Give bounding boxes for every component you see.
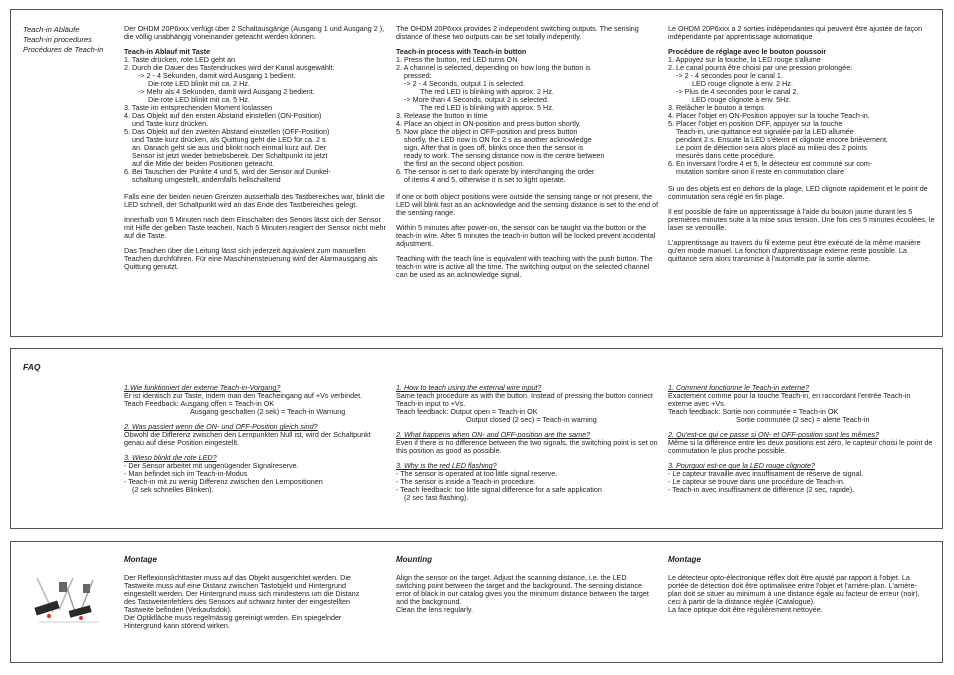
- mounting-en-column: [396, 556, 651, 614]
- faq-answer: - Teach-in mit zu wenig Differenz zwischen den Lernpositionen: [124, 477, 323, 486]
- step: shortly, the LED now is ON for 2 s as another acknowledge: [404, 135, 592, 144]
- mounting-text: Clean the lens regularly.: [396, 605, 473, 614]
- step: sign. After that is goes off, blinks once then the sensor is: [404, 143, 584, 152]
- step: 1. Press the button, red LED turns ON: [396, 55, 518, 64]
- steps-list: [668, 56, 936, 176]
- mounting-title: Montage: [124, 555, 157, 564]
- step: -> 2 - 4 secondes pour le canal 1.: [676, 71, 783, 80]
- step: und Taste kurz drücken.: [132, 119, 209, 128]
- mounting-de-column: [124, 556, 364, 630]
- paragraph: Il est possible de faire un apprentissage à l'aide du bouton jaune durant les 5 premières minutes suite à la mise sous tension. Une fois ces 5 minutes écoulées, le laser se verrouille.: [668, 207, 935, 232]
- steps-list: [396, 56, 661, 184]
- faq-item: [668, 431, 936, 455]
- step: 6. En inversant l'ordre 4 et 5, le détecteur est commuté sur com-: [668, 159, 873, 168]
- step: 4. Das Objekt auf den ersten Abstand einstellen (ON-Position): [124, 111, 322, 120]
- faq-answer: Sortie commutée (2 sec) = alerte Teach-in: [736, 415, 870, 424]
- faq-answer: Teach feedback: Output open = Teach-in OK: [396, 407, 538, 416]
- step: -> Mehr als 4 Sekunden, damit wird Ausgang 2 bedient.: [138, 87, 315, 96]
- side-label-fr: Procédures de Teach-in: [23, 45, 104, 54]
- step: -> More than 4 Seconds, output 2 is selected.: [404, 95, 549, 104]
- step: 1. Appuyez sur la touche, la LED rouge s'allume: [668, 55, 821, 64]
- faq-section: [10, 348, 943, 529]
- faq-answer: - The sensor is operated at too little signal reserve.: [396, 469, 558, 478]
- step: 6. The sensor is set to dark operate by interchanging the order: [396, 167, 595, 176]
- step: LED rouge clignote à env. 5Hz.: [692, 95, 791, 104]
- paragraph: Innerhalb von 5 Minuten nach dem Einschalten des Senors lässt sich der Sensor mit Hilfe der gelben Taste teachen. Nach 5 Minuten reagiert der Sensor nicht mehr auf die Taste.: [124, 215, 386, 240]
- faq-question: 3. Pourquoi est-ce que la LED rouge clignote?: [668, 461, 816, 470]
- step: mutation sombre sinon il reste en commutation claire: [676, 167, 845, 176]
- step: 1. Taste drücken, rote LED geht an: [124, 55, 235, 64]
- faq-answer: Obwohl die Differenz zwischen den Lernpunkten Null ist, wird der Schaltpunkt genau auf diese Position eingestellt.: [124, 430, 371, 447]
- faq-question: 2. Qu'est-ce qui ce passe si ON- et OFF-position sont les mêmes?: [668, 430, 880, 439]
- faq-question: 1.Wie funktioniert der externe Teach-in-Vorgang?: [124, 383, 281, 392]
- step: the first an the second object position.: [404, 159, 525, 168]
- mounting-text: Align the sensor on the target. Adjust the scanning distance, i.e. the LED switching point between the target and the background. The sensing distance error of black in our catalog gives you the minimum distance between the target and the background.: [396, 573, 649, 606]
- teach-in-en-column: [396, 25, 661, 286]
- faq-title: FAQ: [23, 362, 41, 372]
- step: 3. Release the button in time: [396, 111, 488, 120]
- intro-text: Der OHDM 20P6xxx verfügt über 2 Schaltausgänge (Ausgang 1 und Ausgang 2 ), die völlig unabhängig voneinander geteacht werden können.: [124, 24, 385, 41]
- step: -> 2 - 4 Sekunden, damit wird Ausgang 1 bedient.: [138, 71, 296, 80]
- paragraph: Within 5 minutes after power-on, the sensor can be taught via the button or the teach-in wire. After 5 minutes the teach-in button will be locked prevent accidental adjustment.: [396, 223, 656, 248]
- faq-de-column: [124, 384, 389, 494]
- faq-item: [124, 423, 389, 447]
- step: 3. Taste im entsprechenden Moment loslassen: [124, 103, 273, 112]
- paragraph: If one or both object positions were outside the sensing range or not present, the LED will blink fast as an acknowledge and the sensing distance is set to the end of the sensing range.: [396, 192, 659, 217]
- paragraph: L'apprentissage au travers du fil externe peut être exécuté de la même manière qu'en mode manuel. La fonction d'apprentissage externe reste possible. La quittance sera alors transmise à l'automate par la sortie alarme.: [668, 238, 921, 263]
- paragraph: Teaching with the teach line is equivalent with teaching with the push button. The teach-in wire is active all the time. The switching output on the selected channel can be used as an acknowledge signal.: [396, 254, 653, 279]
- faq-answer: Output closed (2 sec) = Teach-in warning: [466, 415, 597, 424]
- teach-in-fr-column: [668, 25, 936, 270]
- faq-item: [668, 462, 936, 494]
- step: 5. Placer l'objet en position OFF, appuyer sur la touche: [668, 119, 843, 128]
- mounting-title: Mounting: [396, 555, 432, 564]
- section-title: Procédure de réglage avec le bouton poussoir: [668, 47, 827, 56]
- step: 6. Bei Tauschen der Punkte 4 und 5, wird der Sensor auf Dunkel-: [124, 167, 331, 176]
- paragraph: Falls eine der beiden neuen Grenzen ausserhalb des Tastbereiches war, blinkt die LED schnell, der Schaltpunkt wird an das Ende des Tastbereiches gelegt.: [124, 192, 385, 209]
- faq-answer: Teach Feedback: Ausgang offen = Teach-in OK: [124, 399, 275, 408]
- mounting-text: Die Optikfläche muss regelmässig gereinigt werden. Ein spiegelnder Hintergrund kann störend wirken.: [124, 613, 342, 630]
- step: ready to work. The sensing distance now is the centre between: [404, 151, 605, 160]
- step: und Taste kurz drücken, als Quittung geht die LED für ca. 2 s: [132, 135, 326, 144]
- faq-answer: Er ist identisch zur Taste, indem man den Teacheingang auf +Vs verbindet.: [124, 391, 363, 400]
- faq-answer: Teach feedback: Sortie non commutée = Teach-in OK: [668, 407, 839, 416]
- faq-question: 1. Comment fonctionne le Teach-in externe?: [668, 383, 810, 392]
- mounting-text: Le détecteur opto-électronique réflex doit être ajusté par rapport à l'objet. La portée de détection doit être optimalisée entre l'objet et l'arrière-plan. L'arrière-plan doit se situer au minimum à une distance égale au facteur de erreur (noir), ceci à partir de la distance réglée (Catalogue).: [668, 573, 920, 606]
- faq-answer: - The sensor is inside a Teach-in procedure.: [396, 477, 536, 486]
- step: of items 4 and 5, otherwise it is set to light operate.: [404, 175, 566, 184]
- teach-in-de-column: [124, 25, 392, 278]
- mounting-text: Der Reflexionslichttaster muss auf das Objekt ausgerichtet werden. Die Tastweite muss auf eine Distanz zwischen Tastobjekt und Hintergrund eingestellt werden. Der Hintergrund muss sich mindestens um die Distanz des Tastweitenfehlers des Sensors auf schwarz hinter der eingestellten Tastweite befinden (Verkaufsdok).: [124, 573, 360, 614]
- side-labels: [23, 25, 103, 55]
- step: 3. Relâcher le bouton à temps: [668, 103, 764, 112]
- step: Sensor ist jetzt wieder betriebsbereit. Der Schaltpunkt ist jetzt: [132, 151, 328, 160]
- faq-answer: Ausgang geschalten (2 sek) = Teach-in Warnung: [190, 407, 346, 416]
- faq-answer: (2 sek schnelles Blinken).: [132, 485, 214, 494]
- faq-answer: Even if there is no difference between the two signals, the switching point is set on this position as good as possible.: [396, 438, 658, 455]
- paragraph: Si un des objets est en dehors de la plage, LED clignote rapidement et le point de commutation sera réglé en fin plage.: [668, 184, 928, 201]
- side-label-de: Teach-in Abläufe: [23, 25, 80, 34]
- faq-answer: (2 sec fast flashing).: [404, 493, 469, 502]
- step: schaltung umgestellt, andernfalls hellschaltend: [132, 175, 281, 184]
- faq-answer: - Der Sensor arbeitet mit ungenügender Signalreserve.: [124, 461, 299, 470]
- paragraph: Das Teachen über die Leitung lässt sich jederzeit äquivalent zum manuellen Teachen durchführen. Für eine Maschinensteuerung wird der Alarmausgang als Quittung genutzt.: [124, 246, 378, 271]
- step: an. Danach geht sie aus und blinkt noch einmal kurz auf. Der: [132, 143, 327, 152]
- step: 2. Le canal pourra être choisi par une pression prolongée:: [668, 63, 853, 72]
- step: Die rote LED blinkt mit ca. 2 Hz.: [148, 79, 250, 88]
- mounting-section: [10, 541, 943, 663]
- step: The red LED is blinking with approx. 5 Hz.: [420, 103, 554, 112]
- faq-answer: - Le capteur travaille avec insuffisament de réserve de signal.: [668, 469, 864, 478]
- intro-text: The OHDM 20P6xxx provides 2 independent switching outputs. The sensing distance of these two outputs can be set totally indepently.: [396, 24, 639, 41]
- section-title: Teach-in process with Teach-in button: [396, 47, 527, 56]
- step: mesurés dans cette procédure.: [676, 151, 776, 160]
- faq-answer: Exactement comme pour la touche Teach-in, en raccordant l'entrée Teach-in externe avec +Vs.: [668, 391, 911, 408]
- step: pendant 2 s. Ensuite la LED s'éteint et clignote encore brièvement.: [676, 135, 888, 144]
- faq-answer: - Man befindet sich im Teach-in-Modus: [124, 469, 248, 478]
- faq-answer: Même si la différence entre les deux positions est zéro, le capteur choisi le point de commutation le plus proche possible.: [668, 438, 933, 455]
- faq-item: [396, 384, 661, 424]
- faq-answer: - Teach feedback: too little signal difference for a safe application: [396, 485, 602, 494]
- teach-in-section: [10, 9, 943, 337]
- faq-en-column: [396, 384, 661, 502]
- step: 4. Placer l'objet en ON-Position appuyer sur la touche Teach-in.: [668, 111, 870, 120]
- step: 2. Durch die Dauer des Tastendruckes wird der Kanal ausgewählt:: [124, 63, 335, 72]
- faq-answer: - Le capteur se trouve dans une procédure de Teach-in.: [668, 477, 845, 486]
- step: 2. A channel is selected, depending on how long the button is: [396, 63, 591, 72]
- mounting-fr-column: [668, 556, 923, 614]
- faq-question: 1. How to teach using the external wire input?: [396, 383, 542, 392]
- step: -> Plus de 4 secondes pour le canal 2.: [676, 87, 799, 96]
- mounting-title: Montage: [668, 555, 701, 564]
- mounting-text: La face optique doit être régulièrement nettoyée.: [668, 605, 823, 614]
- faq-fr-column: [668, 384, 936, 494]
- step: 5. Das Objekt auf den zweiten Abstand einstellen (OFF-Position): [124, 127, 330, 136]
- step: Le point de détection sera alors placé au milieu des 2 points: [676, 143, 867, 152]
- faq-item: [668, 384, 936, 424]
- side-label-en: Teach-in procedures: [23, 35, 92, 44]
- section-title: Teach-in Ablauf mit Taste: [124, 47, 211, 56]
- faq-answer: - Teach-in avec insuffisament de différence (2 sec, rapide).: [668, 485, 855, 494]
- step: -> 2 - 4 Seconds, output 1 is selected.: [404, 79, 525, 88]
- step: Die rote LED blinkt mit ca. 5 Hz.: [148, 95, 250, 104]
- mounting-illustration-icon: [29, 572, 107, 628]
- step: The red LED is blinking with approx. 2 Hz.: [420, 87, 554, 96]
- faq-question: 3. Why is the red LED flashing?: [396, 461, 497, 470]
- faq-item: [396, 431, 661, 455]
- intro-text: Le OHDM 20P6xxx a 2 sorties indépendantes qui peuvent être ajustée de façon indépendante par apprentissage automatique: [668, 24, 923, 41]
- faq-item: [396, 462, 661, 502]
- step: pressed:: [404, 71, 432, 80]
- step: Teach-in, une quittance est signalée par la LED allumée: [676, 127, 854, 136]
- steps-list: [124, 56, 392, 184]
- step: 5. Now place the object in OFF-position and press button: [396, 127, 578, 136]
- step: 4. Place an object in ON-position and press button shortly.: [396, 119, 581, 128]
- step: auf die Mitte der beiden Positionen geteacht.: [132, 159, 275, 168]
- faq-question: 2. Was passiert wenn die ON- und OFF-Position gleich sind?: [124, 422, 318, 431]
- faq-question: 2. What happens when ON- and OFF-position are the same?: [396, 430, 591, 439]
- faq-item: [124, 454, 389, 494]
- step: LED rouge clignote à env. 2 Hz.: [692, 79, 793, 88]
- faq-item: [124, 384, 389, 416]
- faq-answer: Same teach procedure as with the button. Instead of pressing the button connect Teach-in input to +Vs.: [396, 391, 653, 408]
- faq-question: 3. Wieso blinkt die rote LED?: [124, 453, 217, 462]
